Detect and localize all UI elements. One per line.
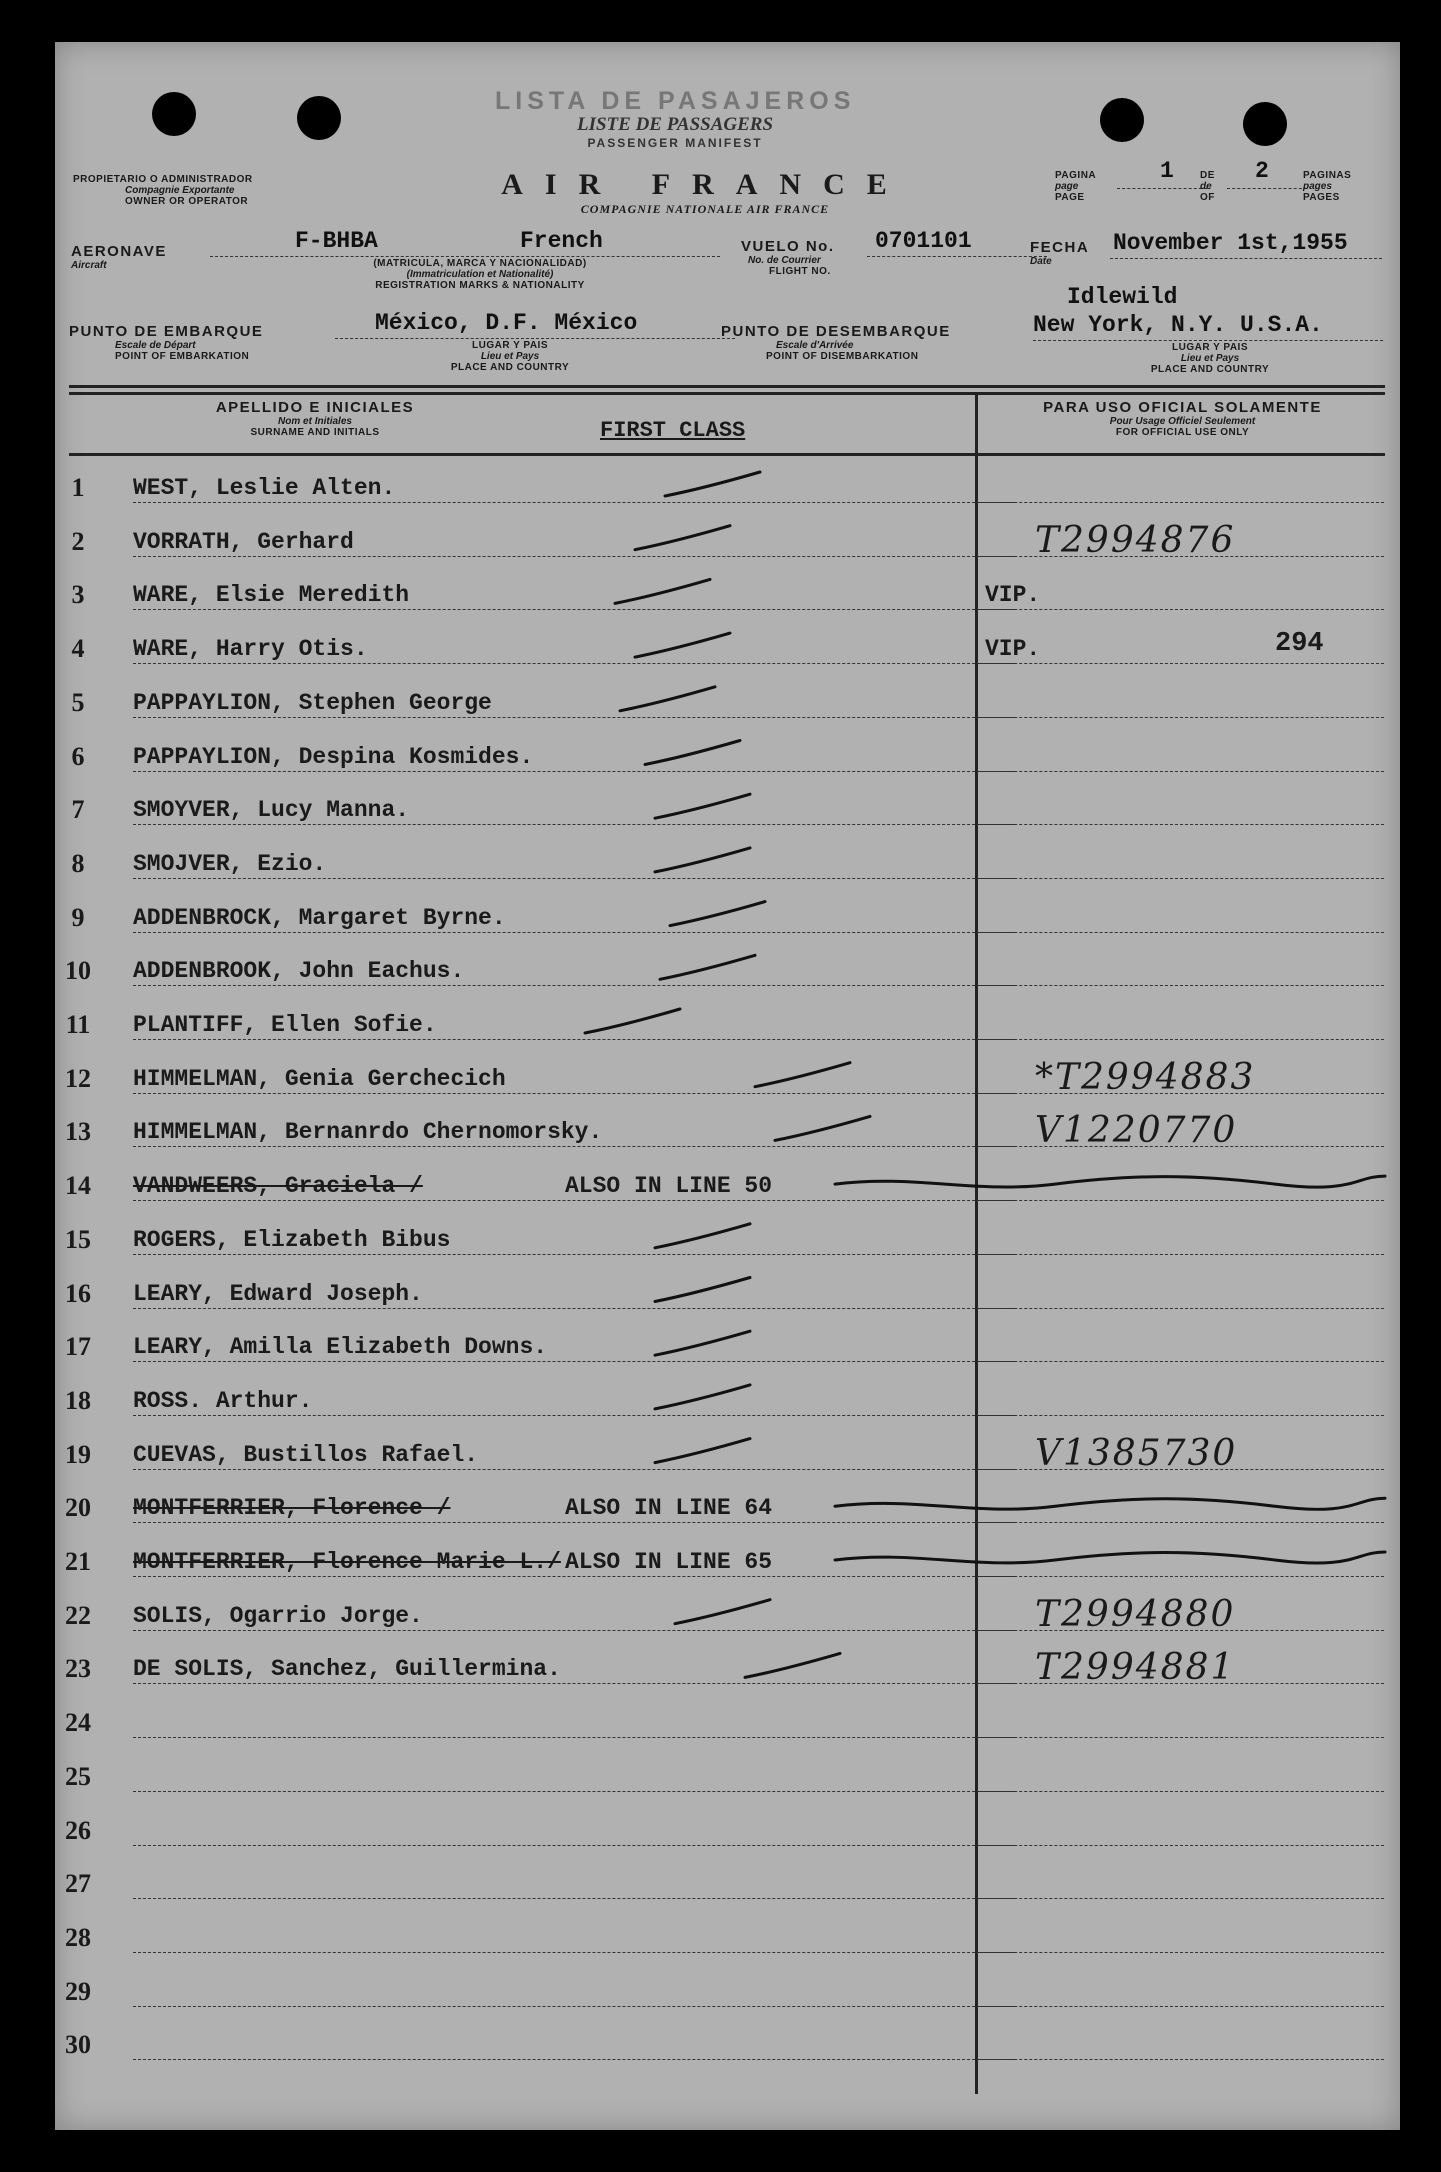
- passenger-name: WEST, Leslie Alten.: [133, 475, 396, 501]
- table-row: [55, 939, 1400, 993]
- table-row: [55, 456, 1400, 510]
- aircraft-registration: F-BHBA: [295, 228, 378, 254]
- row-number: 4: [71, 634, 85, 664]
- row-number: 1: [71, 473, 85, 502]
- row-number: 14: [65, 1171, 91, 1201]
- official-col-fr: Pour Usage Officiel Seulement: [1109, 416, 1256, 427]
- table-row: [55, 510, 1400, 564]
- passenger-name: ADDENBROOK, John Eachus.: [133, 958, 465, 985]
- name-col-fr: Nom et Initiales: [278, 416, 352, 427]
- passenger-name: WARE, Elsie Meredith: [133, 582, 410, 609]
- vuelo-es: VUELO No.: [741, 238, 835, 255]
- registration-caption: [320, 258, 640, 291]
- row-number: 27: [65, 1869, 91, 1899]
- table-row: [55, 832, 1400, 886]
- row-number: 25: [65, 1761, 91, 1791]
- de-en: OF: [1200, 192, 1215, 203]
- flight-label: [741, 238, 835, 277]
- table-row: [55, 1852, 1400, 1906]
- row-number: 22: [65, 1600, 91, 1630]
- row-number: 18: [65, 1385, 91, 1415]
- embark-place: México, D.F. México: [375, 310, 638, 336]
- title-fr: LISTE DE PASSAGERS: [576, 114, 774, 135]
- aeronave-fr: Aircraft: [71, 260, 107, 271]
- row-number: 21: [65, 1547, 91, 1576]
- row-number: 30: [65, 2030, 91, 2060]
- row-number: 24: [65, 1708, 91, 1738]
- table-row: [55, 1906, 1400, 1960]
- desembarque-en: POINT OF DISEMBARKATION: [766, 351, 919, 362]
- row-number: 6: [71, 741, 85, 771]
- also-in-line-note: ALSO IN LINE 65: [565, 1549, 773, 1575]
- row-number: 2: [71, 526, 85, 556]
- aircraft-nationality: French: [520, 228, 603, 254]
- table-row: [55, 1423, 1400, 1477]
- official-number: 294: [1275, 629, 1324, 660]
- passenger-name: VORRATH, Gerhard: [133, 528, 354, 555]
- embark-caption: [385, 340, 635, 373]
- punch-hole-left-2: [297, 96, 341, 140]
- lugar-es: LUGAR Y PAIS: [471, 340, 548, 351]
- pagina-fr: page: [1055, 181, 1079, 192]
- matricula-fr: (Immatriculation et Nationalité): [406, 269, 554, 280]
- table-row: [55, 2013, 1400, 2067]
- table-row: [55, 1369, 1400, 1423]
- table-row: [55, 1208, 1400, 1262]
- table-row: [55, 1637, 1400, 1691]
- owner-fr: Compagnie Exportante: [125, 185, 235, 196]
- flight-number: 0701101: [875, 228, 972, 254]
- of-label: [1200, 170, 1215, 203]
- lugar-fr: Lieu et Pays: [480, 351, 540, 362]
- row-number: 16: [65, 1278, 91, 1308]
- class-label: FIRST CLASS: [600, 418, 746, 443]
- lugar-es-2: LUGAR Y PAIS: [1171, 342, 1248, 353]
- handwritten-ticket-number: V1385730: [1035, 1432, 1238, 1474]
- passenger-name: HIMMELMAN, Bernanrdo Chernomorsky.: [133, 1119, 603, 1146]
- manifest-page: [55, 42, 1400, 2130]
- also-in-line-note: ALSO IN LINE 64: [565, 1495, 773, 1522]
- punch-hole-right-2: [1243, 102, 1287, 146]
- passenger-name: PLANTIFF, Ellen Sofie.: [133, 1012, 437, 1038]
- name-col-es: APELLIDO E INICIALES: [215, 399, 415, 416]
- matricula-es: (MATRICULA, MARCA Y NACIONALIDAD): [373, 258, 587, 269]
- passenger-name: MONTFERRIER, Florence Marie L./: [133, 1549, 561, 1575]
- table-row: [55, 725, 1400, 779]
- row-number: 8: [71, 848, 85, 878]
- row-number: 3: [71, 580, 85, 610]
- vuelo-en: FLIGHT NO.: [769, 266, 831, 277]
- date-label: [1030, 239, 1089, 267]
- de-es: DE: [1200, 170, 1215, 181]
- table-row: [55, 993, 1400, 1047]
- aircraft-label: [71, 243, 167, 271]
- row-number: 12: [65, 1063, 91, 1093]
- disembark-label: [721, 323, 951, 362]
- table-row: [55, 1476, 1400, 1530]
- table-row: [55, 617, 1400, 671]
- table-row: [55, 1584, 1400, 1638]
- handwritten-ticket-number: *T2994883: [1035, 1056, 1256, 1098]
- table-row: [55, 1154, 1400, 1208]
- handwritten-ticket-number: V1220770: [1035, 1110, 1238, 1152]
- passenger-name: ADDENBROCK, Margaret Byrne.: [133, 904, 506, 931]
- lugar-en: PLACE AND COUNTRY: [450, 362, 570, 373]
- passenger-name: WARE, Harry Otis.: [133, 636, 368, 663]
- title-es: LISTA DE PASAJEROS: [495, 87, 856, 115]
- airline-block: [495, 168, 915, 217]
- official-col-es: PARA USO OFICIAL SOLAMENTE: [1043, 399, 1322, 416]
- table-row: [55, 1262, 1400, 1316]
- handwritten-ticket-number: T2994876: [1035, 519, 1236, 561]
- manifest-title: [495, 87, 855, 150]
- paginas-fr: pages: [1303, 181, 1332, 192]
- row-number: 19: [65, 1439, 91, 1469]
- embarque-es: PUNTO DE EMBARQUE: [69, 323, 264, 340]
- owner-label: [73, 174, 253, 207]
- lugar-en-2: PLACE AND COUNTRY: [1150, 364, 1270, 375]
- pagina-en: PAGE: [1055, 192, 1085, 203]
- passenger-name: DE SOLIS, Sanchez, Guillermina.: [133, 1656, 561, 1683]
- table-row: [55, 1315, 1400, 1369]
- passenger-name: CUEVAS, Bustillos Rafael.: [133, 1441, 479, 1468]
- official-note: VIP.: [985, 636, 1041, 663]
- passenger-name: LEARY, Edward Joseph.: [133, 1280, 423, 1307]
- table-row: [55, 671, 1400, 725]
- disembark-place: New York, N.Y. U.S.A.: [1033, 312, 1323, 338]
- table-row: [55, 1799, 1400, 1853]
- row-number: 28: [65, 1922, 91, 1952]
- paginas-en: PAGES: [1303, 192, 1340, 203]
- flight-date: November 1st,1955: [1113, 230, 1348, 256]
- embarque-fr: Escale de Départ: [115, 340, 196, 351]
- table-row: [55, 1960, 1400, 2014]
- row-number: 10: [65, 956, 91, 986]
- pagina-es: PAGINA: [1055, 170, 1097, 181]
- passenger-name: SMOYVER, Lucy Manna.: [133, 797, 410, 824]
- row-number: 9: [71, 902, 85, 932]
- pages-label: [1303, 170, 1351, 203]
- desembarque-es: PUNTO DE DESEMBARQUE: [721, 323, 951, 340]
- vuelo-fr: No. de Courrier: [748, 255, 821, 266]
- row-number: 5: [71, 687, 85, 717]
- row-number: 23: [65, 1654, 91, 1684]
- aeronave-es: AERONAVE: [71, 243, 167, 260]
- owner-es: PROPIETARIO O ADMINISTRADOR: [73, 174, 253, 185]
- official-column-header: [985, 399, 1380, 438]
- row-number: 29: [65, 1976, 91, 2006]
- handwritten-ticket-number: T2994880: [1035, 1593, 1236, 1635]
- row-number: 15: [65, 1224, 91, 1254]
- passenger-name: PAPPAYLION, Stephen George: [133, 689, 492, 716]
- row-number: 7: [71, 795, 85, 825]
- table-row: [55, 563, 1400, 617]
- table-row: [55, 778, 1400, 832]
- table-row: [55, 1745, 1400, 1799]
- row-number: 26: [65, 1815, 91, 1845]
- page-number: 1: [1160, 158, 1174, 184]
- table-row: [55, 1047, 1400, 1101]
- matricula-en: REGISTRATION MARKS & NATIONALITY: [375, 280, 585, 291]
- passenger-name: ROGERS, Elizabeth Bibus: [133, 1226, 451, 1253]
- passenger-name: ROSS. Arthur.: [133, 1387, 313, 1414]
- official-note: VIP.: [985, 582, 1041, 609]
- page-total: 2: [1255, 158, 1269, 184]
- embark-label: [69, 323, 263, 362]
- desembarque-fr: Escale d'Arrivée: [776, 340, 854, 351]
- passenger-name: SMOJVER, Ezio.: [133, 850, 327, 877]
- also-in-line-note: ALSO IN LINE 50: [565, 1173, 773, 1200]
- punch-hole-left-1: [152, 92, 196, 136]
- disembark-airport: Idlewild: [1067, 284, 1178, 310]
- name-column-header: [205, 399, 425, 438]
- punch-hole-right-1: [1100, 98, 1144, 142]
- official-col-en: FOR OFFICIAL USE ONLY: [1115, 427, 1250, 438]
- passenger-name: VANDWEERS, Graciela /: [133, 1173, 423, 1200]
- passenger-name: HIMMELMAN, Genia Gerchecich: [133, 1065, 506, 1092]
- row-number: 13: [65, 1117, 91, 1147]
- row-number: 11: [65, 1010, 91, 1039]
- table-row: [55, 886, 1400, 940]
- passenger-name: SOLIS, Ogarrio Jorge.: [133, 1602, 423, 1629]
- page-label: [1055, 170, 1096, 203]
- paginas-es: PAGINAS: [1303, 170, 1352, 181]
- owner-en: OWNER OR OPERATOR: [125, 196, 249, 207]
- embarque-en: POINT OF EMBARKATION: [115, 351, 250, 362]
- table-row: [55, 1530, 1400, 1584]
- name-col-en: SURNAME AND INITIALS: [250, 427, 380, 438]
- table-row: [55, 1100, 1400, 1154]
- fecha-es: FECHA: [1030, 239, 1090, 256]
- passenger-name: LEARY, Amilla Elizabeth Downs.: [133, 1334, 548, 1361]
- airline-sub: COMPAGNIE NATIONALE AIR FRANCE: [580, 202, 830, 216]
- passenger-name: PAPPAYLION, Despina Kosmides.: [133, 743, 534, 770]
- title-en: PASSENGER MANIFEST: [587, 136, 763, 150]
- airline-name: AIR FRANCE: [501, 168, 909, 201]
- disembark-caption: [1100, 342, 1320, 375]
- de-fr: de: [1200, 181, 1212, 192]
- table-row: [55, 1691, 1400, 1745]
- row-number: 20: [65, 1493, 91, 1523]
- passenger-name: MONTFERRIER, Florence /: [133, 1495, 451, 1522]
- handwritten-ticket-number: T2994881: [1035, 1647, 1236, 1689]
- fecha-fr: Date: [1030, 256, 1052, 267]
- lugar-fr-2: Lieu et Pays: [1180, 353, 1240, 364]
- row-number: 17: [65, 1332, 91, 1362]
